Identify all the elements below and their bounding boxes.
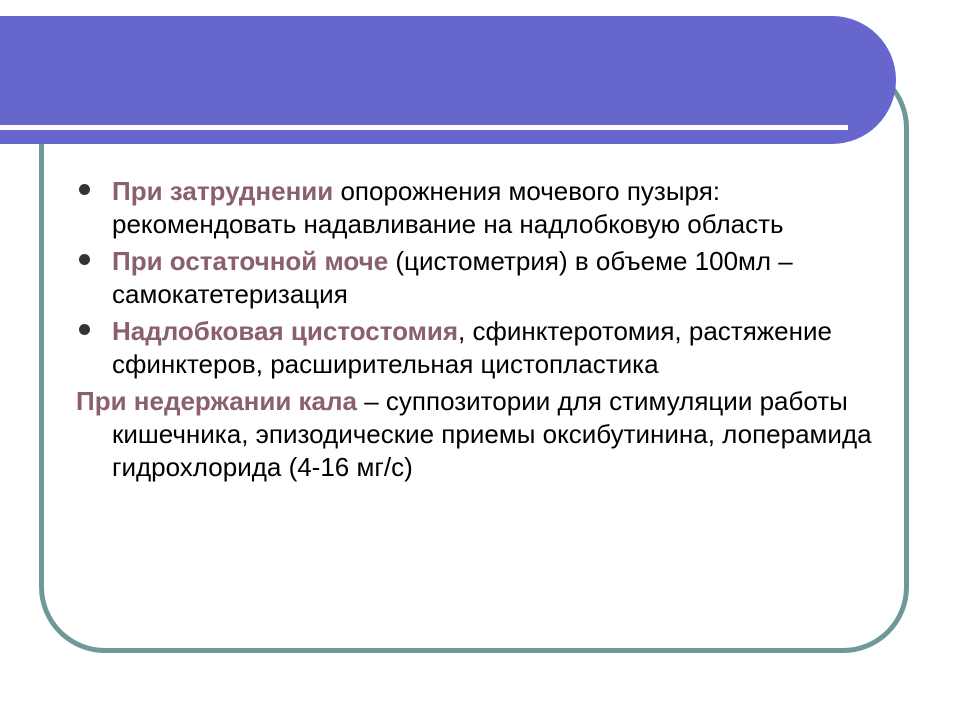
bullet-highlight: При остаточной моче bbox=[112, 246, 389, 276]
bullet-item bbox=[76, 315, 876, 381]
bullet-highlight: Надлобковая цистостомия bbox=[112, 316, 459, 346]
bullet-icon bbox=[79, 324, 90, 335]
bullet-item bbox=[76, 245, 876, 311]
paragraph-text: – суппозитории для стимуляции работы кишечника, эпизодические приемы оксибутинина, лоперамида гидрохлорида (4-16 мг/с) bbox=[112, 386, 872, 482]
bullet-icon bbox=[79, 184, 90, 195]
bullet-highlight: При затруднении bbox=[112, 176, 334, 206]
bullet-text: опорожнения мочевого пузыря: рекомендовать надавливание на надлобковую область bbox=[112, 176, 784, 239]
paragraph-highlight: При недержании кала bbox=[76, 386, 357, 416]
header-divider bbox=[0, 125, 848, 130]
bullet-item bbox=[76, 175, 876, 241]
bullet-icon bbox=[79, 254, 90, 265]
bullet-text: (цистометрия) в объеме 100мл – самокатетеризация bbox=[112, 246, 793, 309]
slide-content bbox=[76, 175, 876, 484]
bullet-text: , сфинктеротомия, растяжение сфинктеров, расширительная цистопластика bbox=[112, 316, 832, 379]
paragraph bbox=[76, 385, 876, 484]
